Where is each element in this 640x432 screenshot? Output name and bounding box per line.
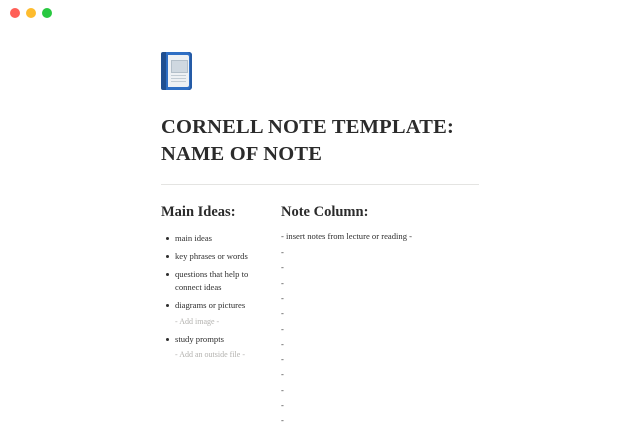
document-body: [161, 52, 479, 432]
note-line[interactable]: -: [281, 262, 284, 273]
note-line-first[interactable]: - insert notes from lecture or reading -: [281, 231, 413, 242]
note-line[interactable]: -: [281, 338, 284, 349]
note-line[interactable]: -: [281, 292, 284, 303]
note-line[interactable]: -: [281, 384, 284, 395]
notebook-icon: [161, 52, 193, 90]
title-divider: [161, 184, 479, 185]
note-line[interactable]: -: [281, 247, 284, 258]
list-item[interactable]: questions that help to connect ideas: [175, 268, 273, 294]
note-line[interactable]: -: [281, 354, 284, 365]
note-line[interactable]: -: [281, 415, 284, 426]
minimize-window-button[interactable]: [26, 8, 36, 18]
main-ideas-list-top: [161, 232, 273, 311]
close-window-button[interactable]: [10, 8, 20, 18]
cornell-columns: [161, 204, 479, 432]
list-item[interactable]: diagrams or pictures: [175, 299, 273, 312]
list-item[interactable]: key phrases or words: [175, 250, 273, 263]
list-item[interactable]: main ideas: [175, 232, 273, 245]
note-line[interactable]: -: [281, 369, 284, 380]
note-line[interactable]: -: [281, 400, 284, 411]
page-icon[interactable]: [161, 52, 195, 92]
list-item[interactable]: study prompts: [175, 333, 273, 346]
note-column-heading: Note Column:: [281, 204, 369, 221]
add-image-placeholder[interactable]: - Add image -: [175, 316, 220, 326]
window-titlebar: [0, 0, 640, 26]
note-line[interactable]: -: [281, 308, 284, 319]
note-line[interactable]: -: [281, 323, 284, 334]
page-title[interactable]: CORNELL NOTE TEMPLATE: NAME OF NOTE: [161, 116, 454, 166]
maximize-window-button[interactable]: [42, 8, 52, 18]
main-ideas-column: [161, 204, 273, 432]
note-column: [273, 204, 479, 432]
note-line[interactable]: -: [281, 277, 284, 288]
main-ideas-list-bottom: [161, 333, 273, 346]
document-page: [0, 52, 640, 432]
main-ideas-heading: Main Ideas:: [161, 204, 236, 221]
add-outside-file-placeholder[interactable]: - Add an outside file -: [175, 350, 245, 360]
